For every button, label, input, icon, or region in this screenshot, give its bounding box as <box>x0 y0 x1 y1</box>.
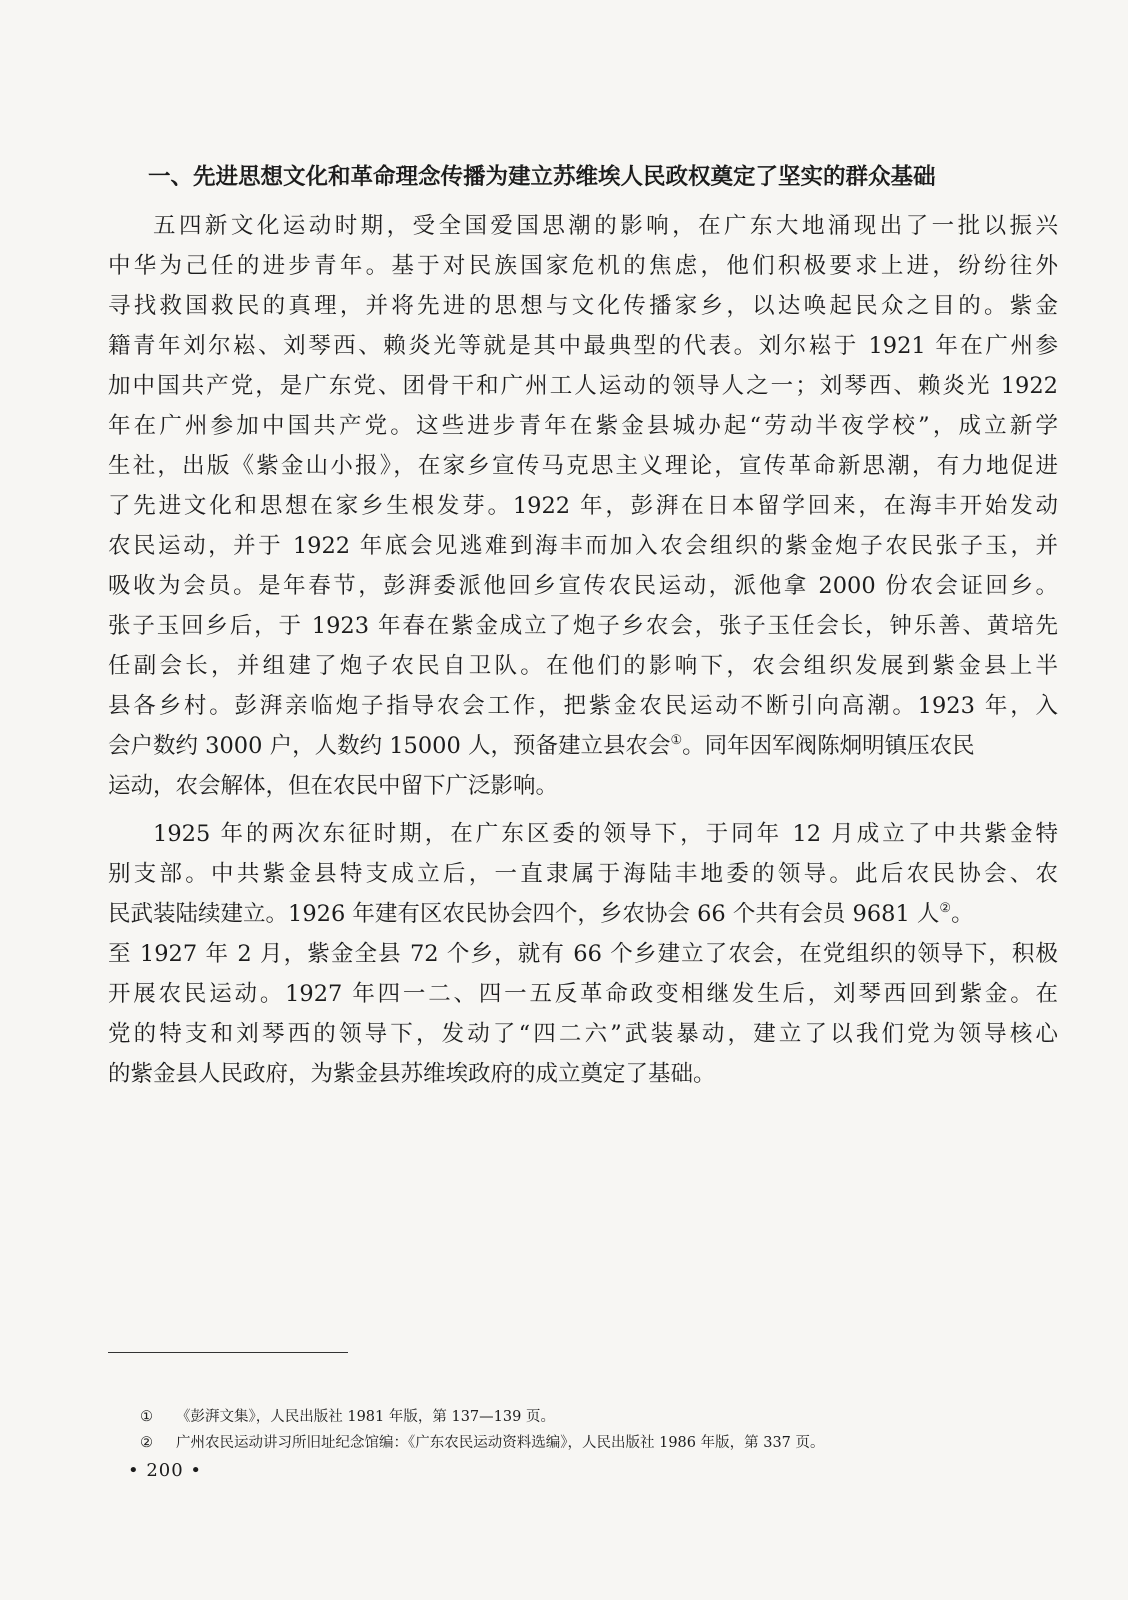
footnote-1 <box>140 1404 1070 1430</box>
text-line: 加中国共产党，是广东党、团骨干和广州工人运动的领导人之一；刘琴西、赖炎光 1922 <box>108 373 1058 399</box>
paragraph-2 <box>108 814 1058 1094</box>
text-line: 五四新文化运动时期，受全国爱国思潮的影响，在广东大地涌现出了一批以振兴 <box>153 213 1058 239</box>
footnote-mark: ① <box>140 1409 153 1425</box>
paragraph-1 <box>108 206 1058 806</box>
text-line: 至 1927 年 2 月，紫金全县 72 个乡，就有 66 个乡建立了农会，在党组织的领导下，积极 <box>108 941 1058 967</box>
text-segment: 。同年因军阀陈炯明镇压农民 <box>682 733 975 759</box>
footnote-text: 广州农民运动讲习所旧址纪念馆编：《广东农民运动资料选编》，人民出版社 1986 年版，第 337 页。 <box>176 1435 825 1451</box>
footnote-divider <box>108 1352 348 1353</box>
text-line: 开展农民运动。1927 年四一二、四一五反革命政变相继发生后，刘琴西回到紫金。在 <box>108 981 1058 1007</box>
text-line: 吸收为会员。是年春节，彭湃委派他回乡宣传农民运动，派他拿 2000 份农会证回乡。 <box>108 573 1058 599</box>
text-line: 寻找救国救民的真理，并将先进的思想与文化传播家乡，以达唤起民众之目的。紫金 <box>108 293 1058 319</box>
text-line: 1925 年的两次东征时期，在广东区委的领导下，于同年 12 月成立了中共紫金特 <box>153 821 1058 847</box>
page-number: • 200 • <box>128 1460 203 1481</box>
footnote-reference-1: ① <box>670 733 683 748</box>
text-segment: 民武装陆续建立。1926 年建有区农民协会四个，乡农协会 66 个共有会员 9681 人 <box>108 901 940 927</box>
text-line: 任副会长，并组建了炮子农民自卫队。在他们的影响下，农会组织发展到紫金县上半 <box>108 653 1058 679</box>
text-line: 的紫金县人民政府，为紫金县苏维埃政府的成立奠定了基础。 <box>108 1061 716 1087</box>
footnote-2 <box>140 1430 1070 1456</box>
text-line: 农民运动，并于 1922 年底会见逃难到海丰而加入农会组织的紫金炮子农民张子玉，并 <box>108 533 1058 559</box>
footnote-mark: ② <box>140 1435 153 1451</box>
text-line: 生社，出版《紫金山小报》，在家乡宣传马克思主义理论，宣传革命新思潮，有力地促进 <box>108 453 1058 479</box>
text-segment: 。 <box>951 901 974 927</box>
footnote-reference-2: ② <box>939 901 952 916</box>
text-line: 年在广州参加中国共产党。这些进步青年在紫金县城办起“劳动半夜学校”，成立新学 <box>108 413 1058 439</box>
text-line-with-footnote <box>108 894 1058 934</box>
text-line: 运动，农会解体，但在农民中留下广泛影响。 <box>108 773 559 799</box>
text-segment: 会户数约 3000 户，人数约 15000 人，预备建立县农会 <box>108 733 671 759</box>
footnote-text: 《彭湃文集》，人民出版社 1981 年版，第 137—139 页。 <box>176 1409 555 1425</box>
text-line-with-footnote <box>108 726 1058 766</box>
text-line: 了先进文化和思想在家乡生根发芽。1922 年，彭湃在日本留学回来，在海丰开始发动 <box>108 493 1058 519</box>
text-line: 县各乡村。彭湃亲临炮子指导农会工作，把紫金农民运动不断引向高潮。1923 年，入 <box>108 693 1058 719</box>
text-line: 别支部。中共紫金县特支成立后，一直隶属于海陆丰地委的领导。此后农民协会、农 <box>108 861 1058 887</box>
body-text <box>108 206 1058 1094</box>
text-line: 中华为己任的进步青年。基于对民族国家危机的焦虑，他们积极要求上进，纷纷往外 <box>108 253 1058 279</box>
section-heading: 一、先进思想文化和革命理念传播为建立苏维埃人民政权奠定了坚实的群众基础 <box>148 164 936 190</box>
text-line: 党的特支和刘琴西的领导下，发动了“四二六”武装暴动，建立了以我们党为领导核心 <box>108 1021 1058 1047</box>
text-line: 张子玉回乡后，于 1923 年春在紫金成立了炮子乡农会，张子玉任会长，钟乐善、黄培先 <box>108 613 1058 639</box>
footnotes <box>140 1404 1070 1456</box>
text-line: 籍青年刘尔崧、刘琴西、赖炎光等就是其中最典型的代表。刘尔崧于 1921 年在广州参 <box>108 333 1058 359</box>
